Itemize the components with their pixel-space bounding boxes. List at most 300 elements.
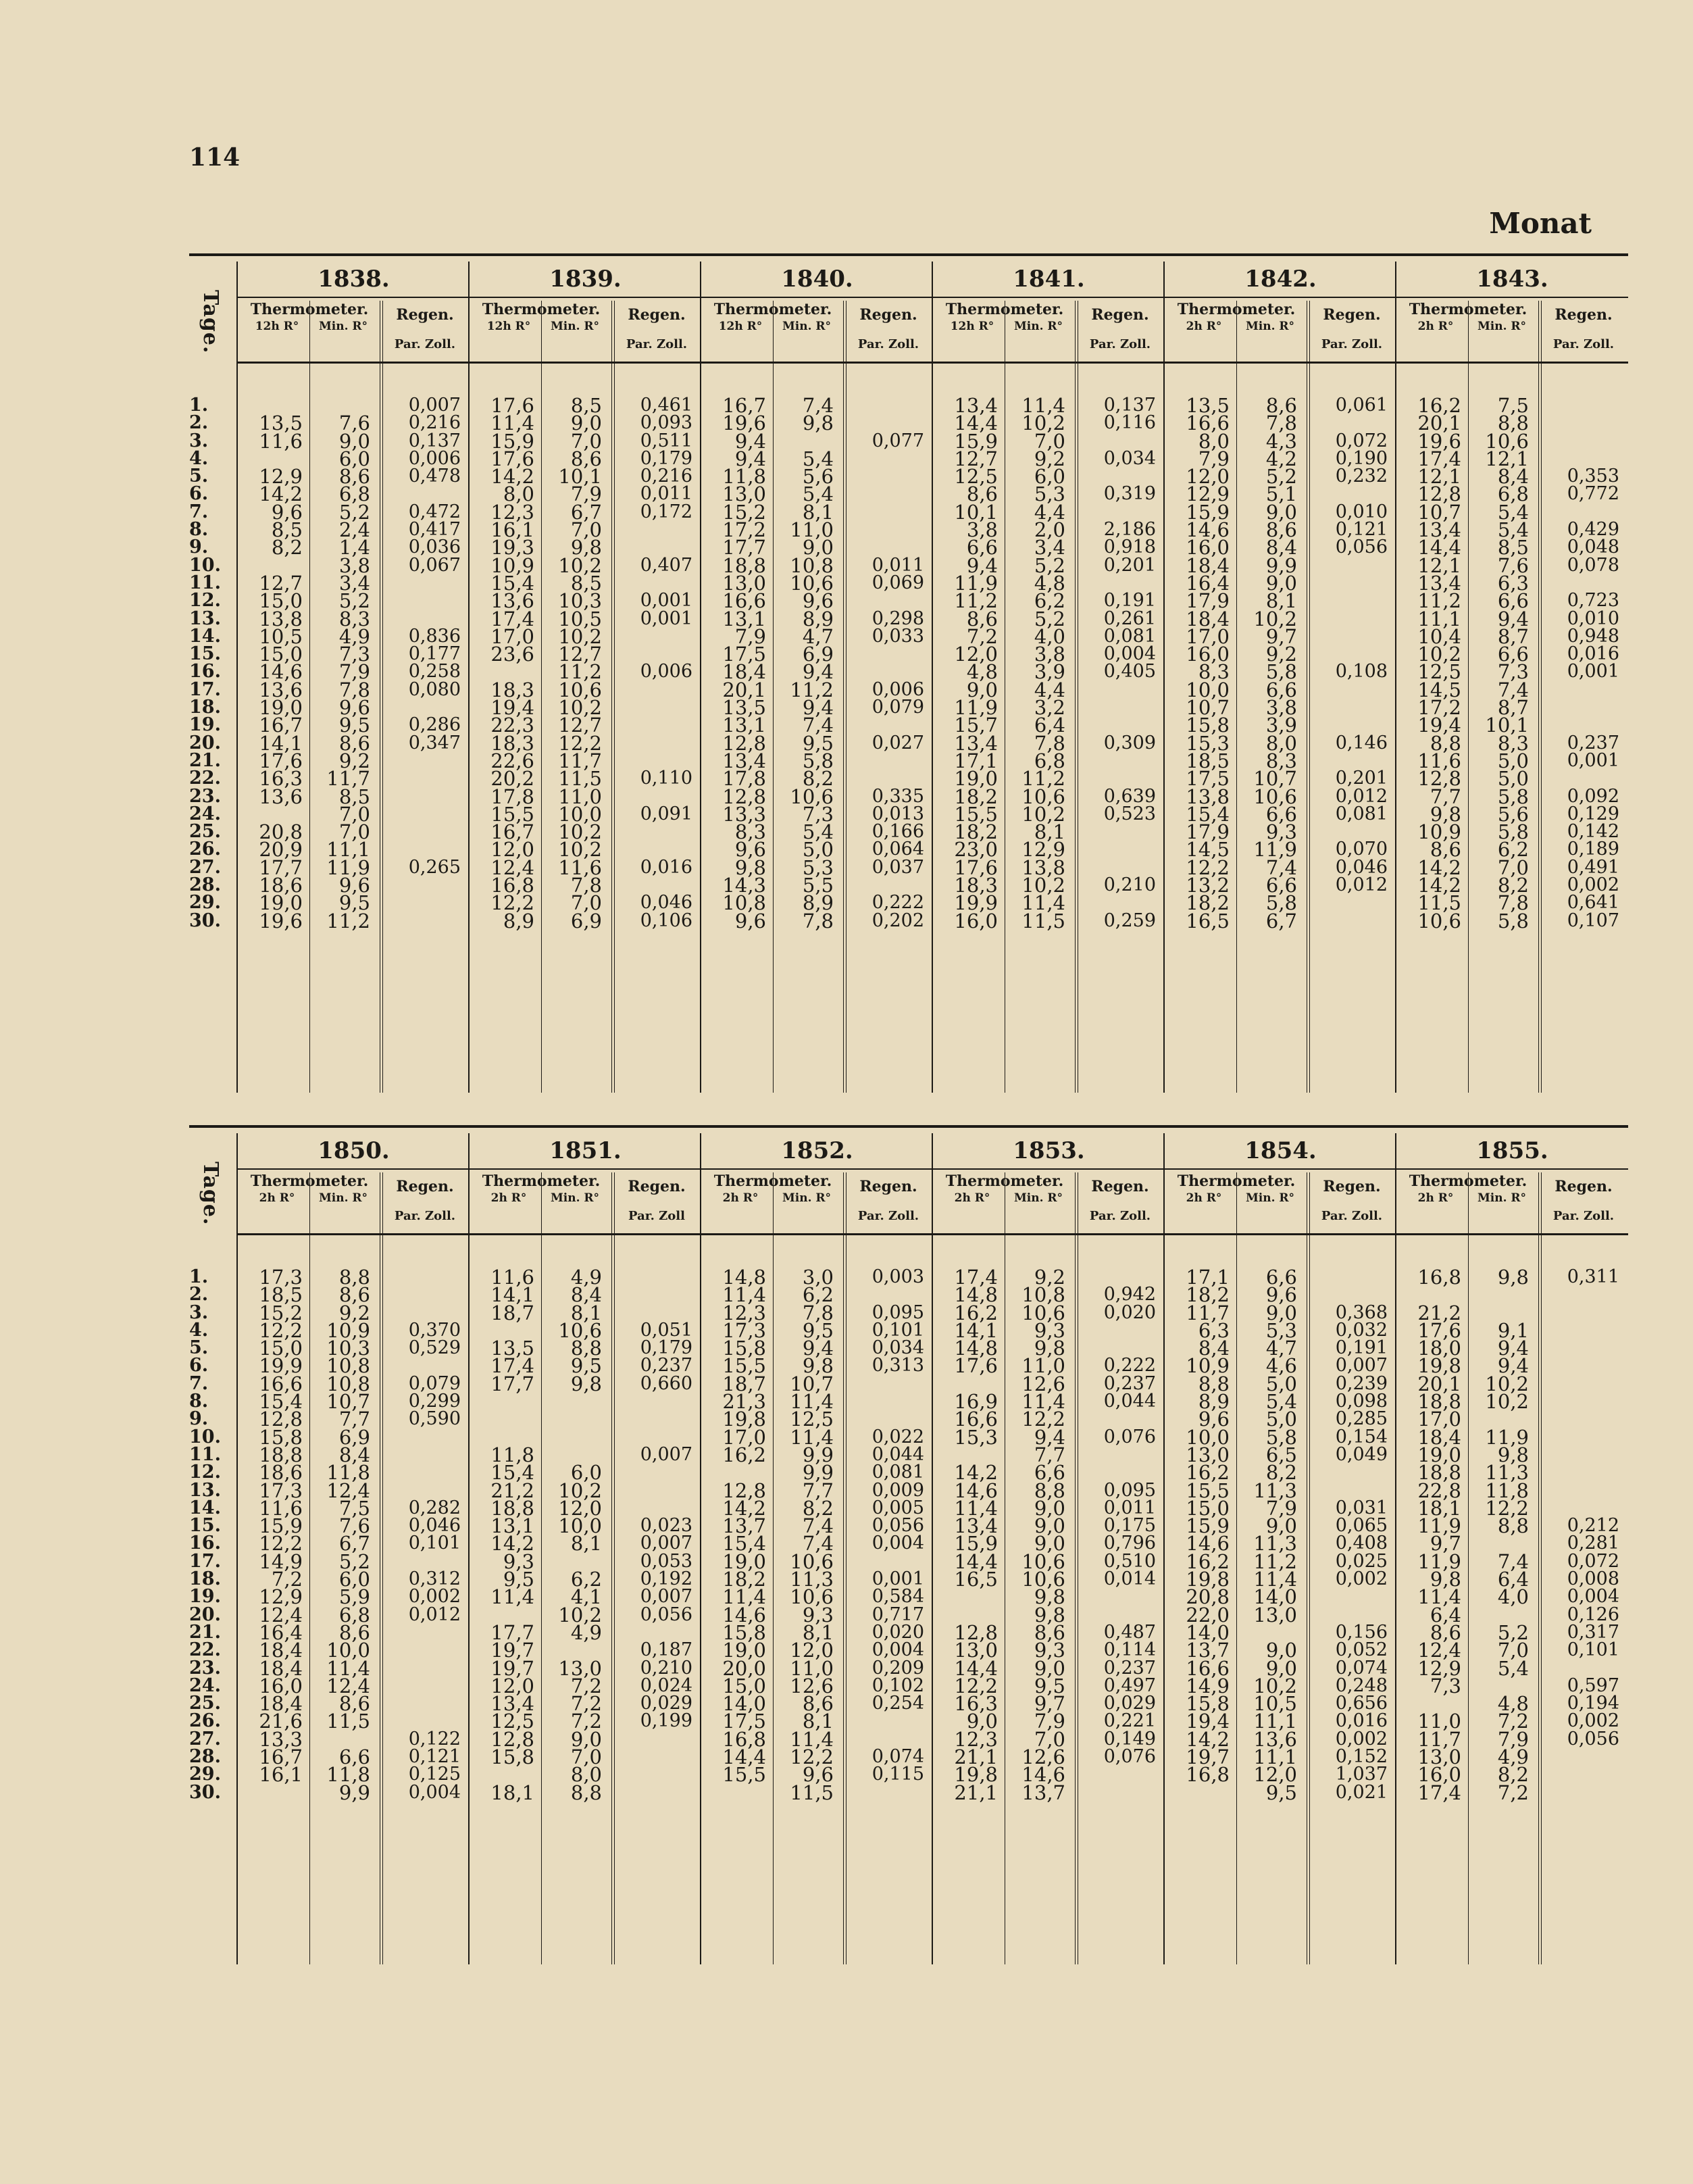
temperature-cell: 14,6 (954, 1479, 998, 1502)
rain-cell: 0,285 (1335, 1408, 1388, 1430)
rain-cell (849, 645, 924, 663)
min-subheader: Min. R° (1013, 1191, 1063, 1205)
temperature-cell: 17,1 (1186, 1266, 1230, 1289)
min-temperature-cell: 7,8 (802, 909, 834, 933)
min-temperature-cell: 11,2 (326, 909, 370, 933)
min-subheader: Min. R° (782, 1191, 832, 1205)
min-temperature-cell: 11,3 (790, 1568, 834, 1591)
rain-cell: 0,121 (1335, 519, 1388, 541)
temperature-cell: 13,5 (490, 1337, 534, 1360)
min-temperature-cell: 10,6 (790, 785, 834, 808)
year-title: 1841. (933, 262, 1165, 298)
day-number: 27. (189, 856, 221, 878)
header-rule (238, 362, 470, 364)
min-temperature-cell: 5,3 (1265, 1318, 1297, 1342)
column-divider (1541, 301, 1542, 1093)
temperature-cell: 15,3 (1186, 731, 1230, 755)
rain-cell (1080, 1588, 1156, 1606)
temperature-cell: 16,5 (954, 1568, 998, 1591)
temperature-cell: 11,6 (259, 1496, 303, 1520)
temperature-cell: 8,6 (966, 482, 998, 506)
regen-header: Regen. (396, 1178, 454, 1195)
temperature-cell: 12,7 (954, 447, 998, 470)
min-temperature-column (1471, 394, 1529, 933)
min-temperature-cell: 6,4 (1034, 714, 1065, 737)
temperature-cell: 9,6 (734, 838, 766, 862)
rain-cell (617, 699, 692, 716)
rain-cell: 0,417 (408, 519, 461, 541)
rain-cell: 0,077 (871, 430, 924, 451)
temperature-cell: 15,4 (259, 1390, 303, 1414)
rain-cell: 0,001 (640, 590, 692, 612)
temperature-cell: 14,4 (954, 1549, 998, 1573)
temperature-cell: 13,7 (722, 1514, 766, 1538)
min-temperature-cell: 9,8 (1034, 1603, 1065, 1627)
rain-cell: 0,299 (408, 1391, 461, 1412)
temperature-cell: 11,0 (1417, 1710, 1461, 1733)
rain-cell (1080, 1784, 1156, 1802)
min-temperature-cell: 5,9 (338, 1585, 370, 1609)
temperature-cell: 18,1 (490, 1781, 534, 1804)
min-temperature-cell: 9,9 (802, 1461, 834, 1485)
min-temperature-cell: 4,7 (1265, 1337, 1297, 1360)
thermometer-header: Thermometer. (482, 1172, 601, 1190)
min-temperature-cell: 7,2 (1497, 1781, 1529, 1804)
min-temperature-cell: 9,5 (802, 731, 834, 755)
rain-cell (617, 1464, 692, 1481)
temperature-cell: 13,4 (1417, 518, 1461, 542)
min-temperature-cell: 8,5 (570, 571, 602, 595)
temperature-cell: 10,9 (1186, 1354, 1230, 1378)
rain-cell (849, 397, 924, 414)
year-group (468, 1133, 701, 1964)
min-temperature-cell: 11,4 (790, 1425, 834, 1449)
temperature-cell: 12,2 (954, 1674, 998, 1697)
temperature-cell: 18,3 (490, 731, 534, 755)
temperature-cell: 14,1 (259, 731, 303, 755)
min-temperature-cell: 8,5 (338, 785, 370, 808)
rain-cell (1312, 699, 1388, 716)
temperature-cell: 10,9 (490, 553, 534, 577)
temperature-cell: 12,5 (490, 1710, 534, 1733)
rain-cell (849, 485, 924, 503)
min-temperature-cell: 6,2 (1497, 838, 1529, 862)
regen-unit: Par. Zoll. (1552, 1209, 1615, 1223)
rain-cell (1312, 912, 1388, 930)
min-temperature-cell: 12,5 (790, 1408, 834, 1431)
min-temperature-cell: 9,4 (802, 660, 834, 684)
min-temperature-cell: 9,0 (1034, 1496, 1065, 1520)
min-temperature-cell: 6,0 (1034, 465, 1065, 489)
min-temperature-cell: 8,2 (802, 767, 834, 791)
min-temperature-cell: 8,4 (1497, 465, 1529, 489)
rain-cell: 0,114 (1103, 1639, 1156, 1661)
min-temperature-cell: 3,4 (1034, 536, 1065, 560)
min-temperature-cell: 7,0 (570, 1745, 602, 1769)
rain-cell: 0,069 (871, 572, 924, 593)
year-title: 1854. (1165, 1133, 1396, 1170)
min-subheader: Min. R° (550, 1191, 600, 1205)
rain-cell (617, 823, 692, 841)
min-temperature-cell: 5,3 (1034, 482, 1065, 506)
rain-cell (1544, 1375, 1619, 1393)
rain-cell: 0,081 (1103, 625, 1156, 647)
temperature-cell: 16,4 (259, 1620, 303, 1644)
rain-cell (617, 1268, 692, 1286)
temperature-cell: 13,5 (259, 412, 303, 435)
rain-cell (1544, 1766, 1619, 1783)
temperature-cell: 11,4 (722, 1585, 766, 1609)
regen-unit: Par. Zoll. (1089, 337, 1151, 351)
temperature-cell: 17,2 (722, 518, 766, 542)
temperature-cell: 17,8 (722, 767, 766, 791)
min-temperature-cell: 5,2 (1034, 607, 1065, 630)
min-temperature-cell: 3,8 (1034, 643, 1065, 666)
temperature-cell: 15,9 (1186, 1514, 1230, 1538)
rain-cell: 0,154 (1335, 1426, 1388, 1447)
day-number: 11. (189, 1443, 221, 1465)
temperature-cell: 12,8 (1417, 767, 1461, 791)
min-temperature-cell: 8,6 (570, 447, 602, 470)
temperature-cell: 7,2 (966, 624, 998, 648)
temperature-cell: 13,8 (1186, 785, 1230, 808)
min-temperature-cell: 7,7 (338, 1408, 370, 1431)
year-title: 1838. (238, 262, 470, 298)
temperature-cell: 19,0 (722, 1549, 766, 1573)
rain-cell: 0,079 (871, 697, 924, 718)
day-number: 20. (189, 1604, 221, 1625)
rain-cell: 0,239 (1335, 1372, 1388, 1394)
rain-cell: 0,012 (1335, 874, 1388, 896)
min-subheader: Min. R° (1477, 1191, 1527, 1205)
rain-cell: 0,008 (1567, 1568, 1619, 1590)
temperature-cell: 15,7 (954, 714, 998, 737)
rain-cell: 0,002 (1335, 1728, 1388, 1749)
rain-column (849, 1268, 924, 1802)
rain-cell: 0,129 (1567, 803, 1619, 824)
temperature-cell: 13,5 (722, 696, 766, 720)
rain-cell: 0,101 (1567, 1639, 1619, 1661)
day-number: 18. (189, 1568, 221, 1590)
rain-cell: 0,237 (1103, 1657, 1156, 1679)
min-temperature-cell: 9,2 (338, 749, 370, 772)
rain-cell: 0,011 (871, 554, 924, 576)
year-group (1163, 1133, 1396, 1964)
month-header: Monat (1489, 207, 1592, 240)
min-temperature-cell: 9,8 (1034, 1585, 1065, 1609)
rain-cell: 0,948 (1567, 625, 1619, 647)
temperature-cell: 17,6 (490, 447, 534, 470)
temperature-cell: 19,4 (1186, 1710, 1230, 1733)
thermometer-header: Thermometer. (1409, 301, 1527, 318)
rain-cell: 0,001 (1567, 661, 1619, 682)
rain-cell (1080, 1322, 1156, 1339)
temperature-cell: 13,6 (490, 589, 534, 613)
rain-cell: 0,137 (1103, 395, 1156, 416)
temperature-cell: 18,0 (1417, 1337, 1461, 1360)
rain-cell: 2,186 (1103, 519, 1156, 541)
temperature-cell: 19,6 (259, 909, 303, 933)
temperature-cell: 21,1 (954, 1745, 998, 1769)
rain-cell (1080, 1464, 1156, 1481)
temperature-cell: 16,0 (1186, 643, 1230, 666)
temperature-cell: 14,8 (722, 1266, 766, 1289)
temperature-cell: 10,8 (722, 891, 766, 915)
column-divider (1236, 301, 1237, 1093)
temperature-cell: 16,8 (1417, 1266, 1461, 1289)
min-temperature-cell: 8,8 (1497, 412, 1529, 435)
temperature-cell: 17,3 (259, 1266, 303, 1289)
temperature-cell: 15,5 (954, 802, 998, 826)
thermometer-header: Thermometer. (482, 301, 601, 318)
rain-cell: 0,497 (1103, 1674, 1156, 1696)
temperature-cell: 21,2 (490, 1479, 534, 1502)
rain-cell: 0,179 (640, 447, 692, 469)
min-subheader: Min. R° (1245, 320, 1295, 333)
min-temperature-cell: 7,9 (1265, 1496, 1297, 1520)
min-temperature-cell: 6,2 (802, 1283, 834, 1307)
min-temperature-cell: 12,1 (1485, 447, 1529, 470)
day-number: 28. (189, 874, 221, 896)
temperature-cell: 21,2 (1417, 1301, 1461, 1324)
temperature-cell: 15,5 (722, 1763, 766, 1787)
temperature-cell: 16,2 (1417, 394, 1461, 417)
temperature-cell: 16,6 (1186, 1656, 1230, 1680)
rain-cell (385, 752, 461, 770)
temperature-column (247, 1268, 303, 1802)
day-number: 18. (189, 697, 221, 718)
rain-cell: 0,286 (408, 714, 461, 736)
temperature-cell: 8,8 (1430, 731, 1461, 755)
min-subheader: Min. R° (1013, 320, 1063, 333)
min-temperature-cell: 9,4 (1497, 1337, 1529, 1360)
min-temperature-cell (544, 1410, 602, 1428)
min-subheader: Min. R° (318, 1191, 368, 1205)
temperature-cell: 13,3 (722, 802, 766, 826)
min-temperature-cell: 11,1 (326, 838, 370, 862)
temperature-cell: 11,2 (1417, 589, 1461, 613)
year-group (700, 1133, 933, 1964)
day-number: 25. (189, 821, 221, 843)
rain-cell (849, 663, 924, 680)
temperature-cell: 14,2 (1417, 874, 1461, 897)
min-temperature-cell: 5,8 (1265, 1425, 1297, 1449)
temperature-cell: 14,2 (1417, 855, 1461, 879)
temperature-cell: 16,7 (490, 820, 534, 844)
column-divider (843, 1172, 844, 1964)
min-temperature-cell: 9,3 (1265, 820, 1297, 844)
rain-cell (385, 823, 461, 841)
temperature-cell: 12,2 (1186, 855, 1230, 879)
temperature-cell: 17,3 (722, 1318, 766, 1342)
temperature-cell: 14,4 (722, 1745, 766, 1769)
day-number: 20. (189, 732, 221, 753)
min-temperature-cell: 12,0 (558, 1496, 602, 1520)
rain-cell: 0,001 (1567, 749, 1619, 771)
year-group (1163, 262, 1396, 1093)
min-temperature-cell: 9,9 (1265, 553, 1297, 577)
temperature-cell: 13,0 (1186, 1443, 1230, 1466)
year-group (468, 262, 701, 1093)
day-number: 29. (189, 1764, 221, 1785)
temperature-cell: 18,8 (1417, 1461, 1461, 1485)
day-number: 12. (189, 590, 221, 612)
temperature-cell: 16,5 (1186, 909, 1230, 933)
min-temperature-cell: 8,6 (1034, 1620, 1065, 1644)
temperature-cell: 9,7 (1430, 1532, 1461, 1556)
rain-cell: 0,076 (1103, 1426, 1156, 1447)
year-group (1395, 1133, 1628, 1964)
column-divider (773, 301, 774, 1093)
min-temperature-cell: 14,6 (1021, 1763, 1065, 1787)
rain-column (1544, 1268, 1619, 1802)
temperature-cell: 12,5 (954, 465, 998, 489)
min-temperature-cell: 8,8 (338, 1266, 370, 1289)
rain-cell (385, 1641, 461, 1659)
min-temperature-cell: 8,3 (338, 607, 370, 630)
min-temperature-cell: 10,5 (1253, 1692, 1297, 1716)
rain-cell (617, 1286, 692, 1304)
temperature-cell: 9,0 (966, 678, 998, 701)
rain-cell: 0,001 (640, 607, 692, 629)
rain-cell (1312, 1606, 1388, 1624)
regen-header: Regen. (1091, 1178, 1149, 1195)
rain-column (849, 397, 924, 930)
rain-cell: 0,529 (408, 1337, 461, 1359)
min-temperature-cell: 5,4 (1497, 518, 1529, 542)
rain-cell: 0,049 (1335, 1443, 1388, 1465)
min-temperature-cell: 8,1 (1265, 589, 1297, 613)
min-temperature-cell: 7,9 (1497, 1727, 1529, 1751)
min-temperature-cell: 9,6 (338, 696, 370, 720)
min-temperature-cell: 7,4 (1265, 855, 1297, 879)
day-number: 21. (189, 1621, 221, 1643)
min-subheader: Min. R° (1477, 320, 1527, 333)
min-temperature-cell: 6,7 (570, 500, 602, 524)
rain-cell: 0,429 (1567, 519, 1619, 541)
rain-cell (1544, 432, 1619, 450)
min-temperature-cell: 3,9 (1034, 660, 1065, 684)
rain-cell: 0,189 (1567, 839, 1619, 860)
day-number: 9. (189, 537, 209, 558)
rain-cell (849, 1712, 924, 1730)
min-temperature-cell: 10,7 (790, 1372, 834, 1395)
rain-cell (385, 1695, 461, 1712)
temperature-cell: 13,4 (722, 749, 766, 772)
min-temperature-cell: 5,2 (338, 589, 370, 613)
min-temperature-cell: 8,2 (1497, 874, 1529, 897)
temperature-cell: 12,8 (722, 1479, 766, 1502)
min-temperature-cell: 10,2 (558, 838, 602, 862)
temperature-cell: 18,7 (490, 1301, 534, 1324)
temperature-cell: 11,4 (490, 1585, 534, 1609)
rain-cell (1544, 1464, 1619, 1481)
min-temperature-cell: 5,4 (1497, 1656, 1529, 1680)
temperature-cell: 17,1 (954, 749, 998, 772)
min-temperature-cell: 9,6 (802, 1763, 834, 1787)
temperature-cell: 18,8 (1417, 1390, 1461, 1414)
temperature-cell: 8,6 (1430, 1620, 1461, 1644)
min-temperature-cell: 7,5 (338, 1496, 370, 1520)
regen-header: Regen. (396, 306, 454, 324)
regen-header: Regen. (1323, 1178, 1381, 1195)
rain-cell: 0,007 (640, 1533, 692, 1554)
min-temperature-cell: 10,1 (558, 465, 602, 489)
rain-cell (617, 1748, 692, 1766)
min-temperature-cell: 9,4 (1034, 1425, 1065, 1449)
rain-cell: 0,107 (1567, 910, 1619, 931)
temperature-cell: 11,4 (490, 412, 534, 435)
rain-cell (1080, 432, 1156, 450)
min-temperature-cell: 7,0 (570, 429, 602, 453)
temperature-cell: 17,4 (954, 1266, 998, 1289)
min-temperature-cell: 12,0 (790, 1639, 834, 1662)
rain-cell: 0,237 (1567, 732, 1619, 753)
hour-subheader: 2h R° (259, 1191, 295, 1205)
rain-cell: 0,092 (1567, 785, 1619, 807)
min-temperature-cell: 10,6 (1021, 1568, 1065, 1591)
min-temperature-cell: 9,6 (1265, 1283, 1297, 1307)
regen-header: Regen. (628, 1178, 686, 1195)
min-temperature-cell: 10,3 (558, 589, 602, 613)
temperature-cell: 19,0 (259, 696, 303, 720)
temperature-cell: 22,8 (1417, 1479, 1461, 1502)
day-number: 29. (189, 892, 221, 914)
min-temperature-cell: 11,6 (558, 855, 602, 879)
rain-cell: 0,584 (871, 1586, 924, 1608)
column-divider (382, 1172, 383, 1964)
rain-cell (385, 610, 461, 628)
day-number: 21. (189, 749, 221, 771)
min-temperature-cell: 7,3 (338, 643, 370, 666)
rain-cell: 0,177 (408, 643, 461, 665)
day-number: 22. (189, 1639, 221, 1661)
rain-cell (617, 539, 692, 556)
temperature-cell: 10,9 (1417, 820, 1461, 844)
min-temperature-cell: 10,6 (1485, 429, 1529, 453)
rain-cell (385, 1429, 461, 1446)
rain-cell: 0,281 (1567, 1533, 1619, 1554)
min-temperature-cell: 13,7 (1021, 1781, 1065, 1804)
temperature-cell: 15,5 (722, 1354, 766, 1378)
thermometer-header: Thermometer. (1177, 1172, 1296, 1190)
temperature-cell: 18,4 (1186, 607, 1230, 630)
rain-cell: 0,064 (871, 839, 924, 860)
temperature-cell: 14,0 (1186, 1620, 1230, 1644)
rain-cell: 0,115 (871, 1764, 924, 1785)
year-title: 1855. (1396, 1133, 1628, 1170)
min-temperature-cell: 7,6 (338, 1514, 370, 1538)
min-temperature-cell: 10,2 (1253, 1674, 1297, 1697)
temperature-cell: 14,4 (954, 412, 998, 435)
temperature-cell: 6,6 (966, 536, 998, 560)
min-temperature-cell: 5,8 (1497, 820, 1529, 844)
min-temperature-cell: 10,8 (326, 1372, 370, 1395)
temperature-cell: 18,4 (722, 660, 766, 684)
rain-cell: 0,091 (640, 803, 692, 824)
temperature-cell: 19,8 (954, 1763, 998, 1787)
day-number: 24. (189, 1674, 221, 1696)
day-number: 26. (189, 839, 221, 860)
rain-cell (385, 1660, 461, 1677)
min-temperature-cell: 9,0 (570, 412, 602, 435)
year-group (1395, 262, 1628, 1093)
rain-cell (617, 521, 692, 539)
temperature-cell: 14,1 (954, 1318, 998, 1342)
temperature-cell: 21,6 (259, 1710, 303, 1733)
min-temperature-cell: 9,8 (1497, 1443, 1529, 1466)
temperature-cell: 15,0 (1186, 1496, 1230, 1520)
